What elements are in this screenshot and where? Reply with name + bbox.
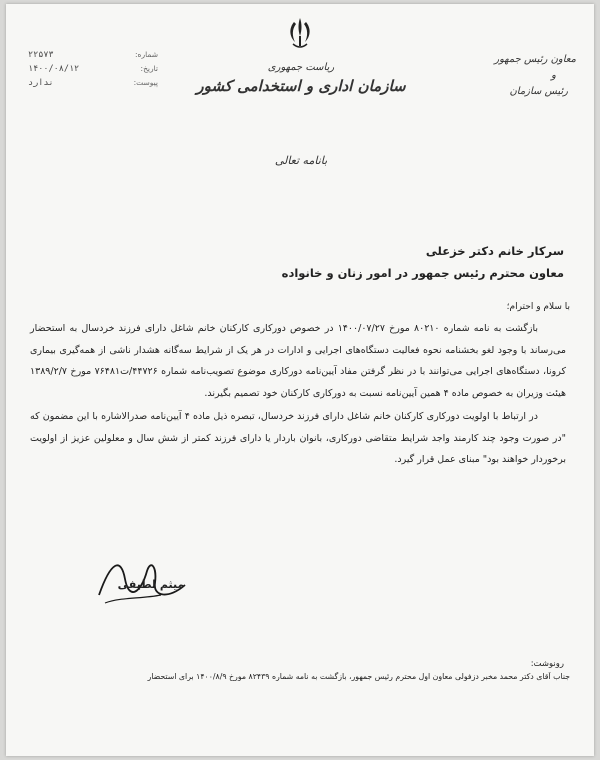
greeting: با سلام و احترام؛ [506,302,570,312]
sender-title [476,52,576,100]
number-label: شماره: [135,50,158,59]
date-row [28,62,158,76]
attachment-value: ندارد [28,78,54,88]
header-presidency: ریاست جمهوری [267,62,335,73]
letter-date: ۱۴۰۰/۰۸/۱۲ [28,64,80,74]
letter-body [30,318,566,471]
sender-title-line3: رئیس سازمان [509,86,568,97]
header-organization: سازمان اداری و استخدامی کشور [196,77,406,95]
number-row [28,48,158,62]
body-paragraph: در ارتباط با اولویت دورکاری کارکنان خانم شاغل دارای فرزند خردسال، تبصره ذیل ماده ۴ آیین‌نامه صدرالاشاره با این مضمون که "در صورت وجود چند کارمند واجد شرایط متقاضی دورکاری، بانوان باردار یا دارای فرزند کمتر از شش سال و معلولین عزیز از اولویت برخوردار خواهند بود" مبنای عمل قرار گیرد. [30,411,566,465]
attachment-row [28,76,158,90]
recipient-title: معاون محترم رئیس جمهور در امور زنان و خانواده [281,266,564,280]
sender-title-line2: و [551,70,556,81]
letter-page [6,4,594,756]
sender-title-line1: معاون رئیس جمهور [494,54,576,65]
letter-number: ۲۲۵۷۳ [28,50,54,60]
cc-title: رونوشت: [530,659,564,669]
header-subtitle: بانامه تعالی [274,154,328,167]
cc-line: جناب آقای دکتر محمد مخبر دزفولی معاون اول محترم رئیس جمهور، بازگشت به نامه شماره ۸۲۴۳۹ مورخ ۱۴۰۰/۸/۹ برای استحضار [147,672,570,681]
body-paragraph: بازگشت به نامه شماره ۸۰۲۱۰ مورخ ۱۴۰۰/۰۷/۲۷ در خصوص دورکاری کارکنان خانم شاغل دارای فرزند خردسال به استحضار می‌رساند با وجود لغو بخشنامه نحوه فعالیت دستگاه‌های اجرایی و ادارات در هر یک از شرایط سه‌گانه هشدار ناشی از همه‌گیری بیماری کرونا، دستگاه‌های اجرایی می‌توانند با در نظر گرفتن مفاد آیین‌نامه دورکاری موضوع تصویب‌نامه شماره ۴۴۷۲۶/ت۷۶۴۸۱ مورخ ۱۳۸۹/۲/۷ هیئت وزیران به خصوص ماده ۴ همین آیین‌نامه نسبت به دورکاری کارکنان خود تصمیم بگیرند. [30,323,566,399]
recipient-name: سرکار خانم دکتر خزعلی [425,244,564,258]
letter-meta [28,48,158,90]
attachment-label: پیوست: [133,78,158,87]
iran-emblem-icon [285,14,315,52]
signatory-name: میثم لطیفی [117,578,185,591]
date-label: تاریخ: [140,64,158,73]
